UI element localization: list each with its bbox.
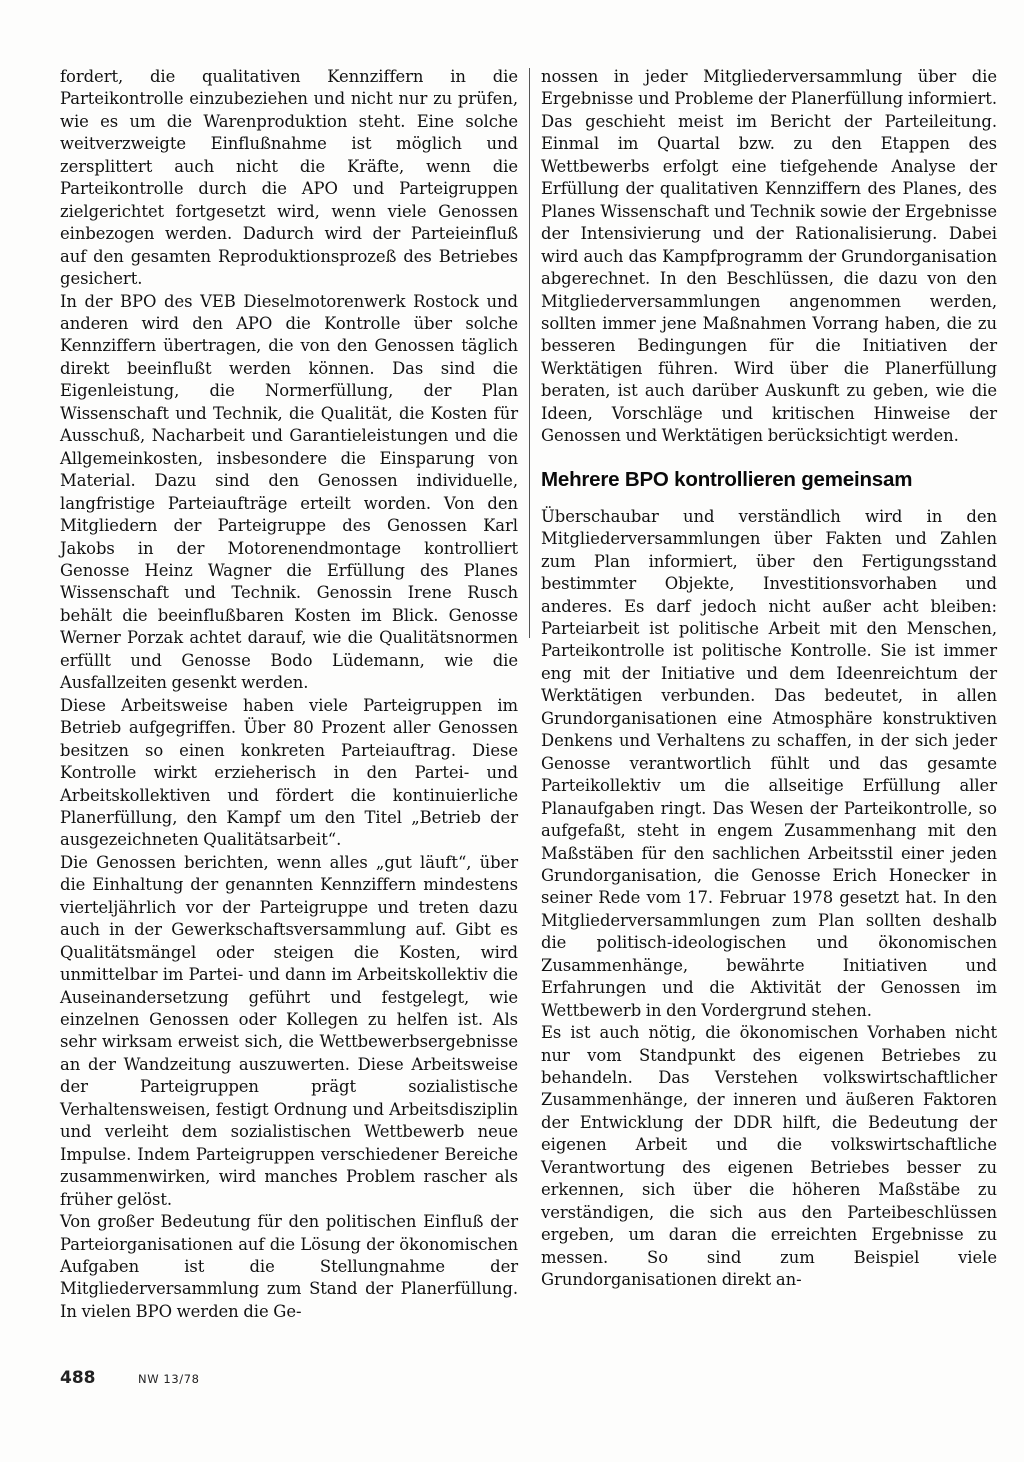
left-paragraph-1: fordert, die qualitativen Kennziffern in die Parteikontrolle einzubeziehen und nicht nur zu prüfen, wie es um die Warenproduktion steht. Eine solche weitverzweigte Einflußnahme ist möglich und zersplittert auch nicht die Kräfte, wenn die Parteikontrolle durch die APO und Parteigruppen zielgerichtet fortgesetzt wird, wenn viele Genossen einbezogen werden. Dadurch wird der Parteieinfluß auf den gesamten Reproduktionsprozeß des Betriebes gesichert. bbox=[60, 67, 518, 289]
right-paragraph-1: Überschaubar und verständlich wird in den Mitgliederversammlungen über Fakten und Zahlen zum Plan informiert, über den Fertigungsstand bestimmter Objekte, Investitionsvorhaben und anderes. Es darf jedoch nicht außer acht bleiben: Parteiarbeit ist politische Arbeit mit den Menschen, Parteikontrolle ist politische Kontrolle. Sie ist immer eng mit der Initiative und dem Ideenreichtum der Werktätigen verbunden. Das bedeutet, in allen Grundorganisationen eine Atmosphäre konstruktiven Denkens und Verhaltens zu schaffen, in der sich jeder Genosse verantwortlich fühlt und das gesamte Parteikollektiv um die allseitige Erfüllung aller Planaufgaben ringt. Das Wesen der Parteikontrolle, so aufgefaßt, steht in engem Zusammenhang mit den Maßstäben für den sachlichen Arbeitsstil einer jeden Grundorganisation, die Genosse Erich Honecker in seiner Rede vom 17. Februar 1978 gesetzt hat. In den Mitgliederversammlungen zum Plan sollten deshalb die politisch-ideologischen und ökonomischen Zusammenhänge, bewährte Initiativen und Erfahrungen und die Aktivität der Genossen im Wettbewerb in den Vordergrund stehen. bbox=[541, 506, 997, 1020]
section-heading: Mehrere BPO kontrollieren gemeinsam bbox=[541, 467, 913, 491]
right-column bbox=[541, 66, 997, 1292]
left-paragraph-2: In der BPO des VEB Dieselmotorenwerk Rostock und anderen wird den APO die Kontrolle über solche Kennziffern übertragen, die von den Genossen täglich direkt beeinflußt werden können. Das sind die Eigenleistung, die Normerfüllung, der Plan Wissenschaft und Technik, die Qualität, die Kosten für Ausschuß, Nacharbeit und Garantieleistungen und die Allgemeinkosten, insbesondere die Einsparung von Material. Dazu sind den Genossen individuelle, langfristige Parteiaufträge erteilt worden. Von den Mitgliedern der Parteigruppe des Genossen Karl Jakobs in der Motorenendmontage kontrolliert Genosse Heinz Wagner die Erfüllung des Planes Wissenschaft und Technik. Genossin Irene Rusch behält die beeinflußbaren Kosten im Blick. Genosse Werner Porzak achtet darauf, wie die Qualitätsnormen erfüllt und Genosse Bodo Lüdemann, wie die Ausfallzeiten gesenkt werden. bbox=[60, 291, 518, 693]
page-number: 488 bbox=[60, 1368, 96, 1388]
left-paragraph-4: Die Genossen berichten, wenn alles „gut läuft“, über die Einhaltung der genannten Kennziffern mindestens vierteljährlich vor der Parteigruppe und treten dazu auch in der Gewerkschaftsversammlung auf. Gibt es Qualitätsmängel oder steigen die Kosten, wird unmittelbar im Partei- und dann im Arbeitskollektiv die Auseinandersetzung geführt und festgelegt, wie einzelnen Genossen oder Kollegen zu helfen ist. Als sehr wirksam erweist sich, die Wettbewerbsergebnisse an der Wandzeitung auszuwerten. Diese Arbeitsweise der Parteigruppen prägt sozialistische Verhaltensweisen, festigt Ordnung und Arbeitsdisziplin und verleiht dem sozialistischen Wettbewerb neue Impulse. Indem Parteigruppen verschiedener Bereiche zusammenwirken, wird manches Problem rascher als früher gelöst. bbox=[60, 852, 518, 1209]
right-paragraph-2: Es ist auch nötig, die ökonomischen Vorhaben nicht nur vom Standpunkt des eigenen Betriebes zu behandeln. Das Verstehen volkswirtschaftlicher Zusammenhänge, der inneren und äußeren Faktoren der Entwicklung der DDR hilft, die Bedeutung der eigenen Arbeit und die volkswirtschaftliche Verantwortung des eigenen Betriebes besser zu erkennen, sich über die höheren Maßstäbe zu verständigen, die sich aus den Parteibeschlüssen ergeben, um daran die erreichten Ergebnisse zu messen. So sind zum Beispiel viele Grundorganisationen direkt an- bbox=[541, 1023, 997, 1290]
column-divider bbox=[529, 68, 530, 638]
left-paragraph-5: Von großer Bedeutung für den politischen Einfluß der Parteiorganisationen auf die Lösung der ökonomischen Aufgaben ist die Stellungnahme der Mitgliederversammlung zum Stand der Planerfüllung. In vielen BPO werden die Ge- bbox=[60, 1212, 518, 1321]
issue-label: NW 13/78 bbox=[138, 1372, 200, 1386]
left-column bbox=[60, 66, 518, 1323]
right-intro-paragraph: nossen in jeder Mitgliederversammlung über die Ergebnisse und Probleme der Planerfüllung informiert. Das geschieht meist im Bericht der Parteileitung. Einmal im Quartal bzw. zu den Etappen des Wettbewerbs erfolgt eine tiefgehende Analyse der Erfüllung der qualitativen Kennziffern des Planes, des Planes Wissenschaft und Technik sowie der Ergebnisse der Intensivierung und der Rationalisierung. Dabei wird auch das Kampfprogramm der Grundorganisation abgerechnet. In den Beschlüssen, die dazu von den Mitgliederversammlungen angenommen werden, sollten immer jene Maßnahmen Vorrang haben, die zu besseren Bedingungen für die Initiativen der Werktätigen führen. Wird über die Planerfüllung beraten, ist auch darüber Auskunft zu geben, wie die Ideen, Vorschläge und kritischen Hinweise der Genossen und Werktätigen berücksichtigt werden. bbox=[541, 67, 997, 446]
left-paragraph-3: Diese Arbeitsweise haben viele Parteigruppen im Betrieb aufgegriffen. Über 80 Prozent aller Genossen besitzen so einen konkreten Parteiauftrag. Diese Kontrolle wirkt erzieherisch in den Partei- und Arbeitskollektiven und fördert die kontinuierliche Planerfüllung, den Kampf um den Titel „Betrieb der ausgezeichneten Qualitätsarbeit“. bbox=[60, 695, 518, 850]
